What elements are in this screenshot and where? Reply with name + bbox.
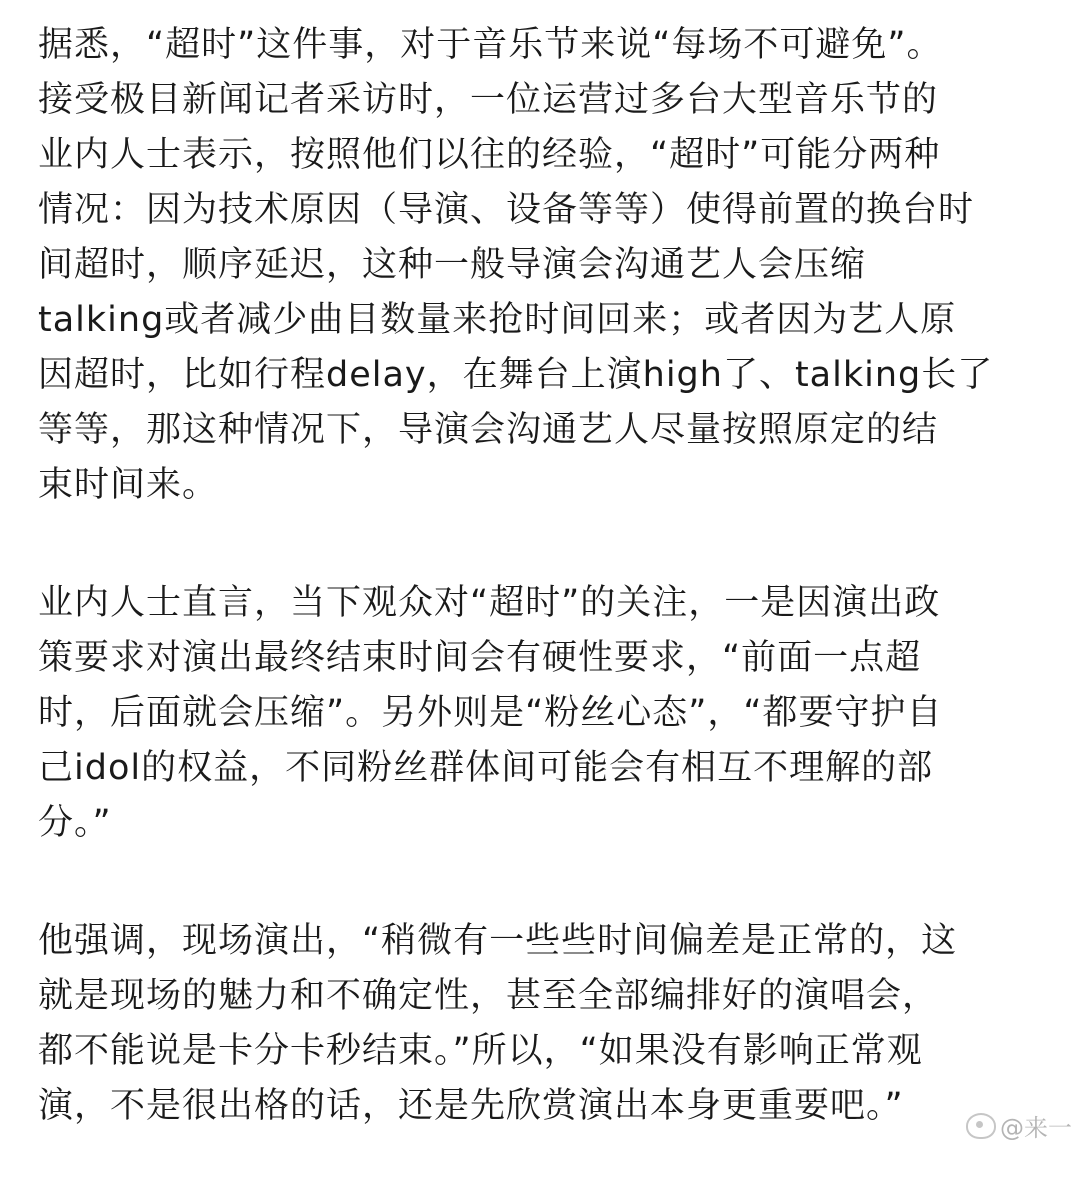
paragraph-3 xyxy=(38,914,1048,1134)
text-line: 等等，那这种情况下，导演会沟通艺人尽量按照原定的结 xyxy=(38,410,939,450)
text-line: 时，后面就会压缩”。另外则是“粉丝心态”，“都要守护自 xyxy=(38,693,943,733)
text-line: 情况：因为技术原因（导演、设备等等）使得前置的换台时 xyxy=(38,190,975,230)
text-line: 演，不是很出格的话，还是先欣赏演出本身更重要吧。” xyxy=(38,1086,904,1126)
text-line: talking或者减少曲目数量来抢时间回来；或者因为艺人原 xyxy=(38,300,957,340)
text-line: 策要求对演出最终结束时间会有硬性要求，“前面一点超 xyxy=(38,638,922,678)
paragraph-1 xyxy=(38,18,1048,513)
watermark-text: @来一 xyxy=(1000,1114,1072,1142)
article-body xyxy=(38,18,1048,1197)
text-line: 接受极目新闻记者采访时，一位运营过多台大型音乐节的 xyxy=(38,80,939,120)
text-line: 己idol的权益，不同粉丝群体间可能会有相互不理解的部 xyxy=(38,748,934,788)
paragraph-2 xyxy=(38,576,1048,851)
text-line: 分。” xyxy=(38,803,112,843)
text-line: 他强调，现场演出，“稍微有一些些时间偏差是正常的，这 xyxy=(38,921,958,961)
text-line: 束时间来。 xyxy=(38,465,219,505)
text-line: 都不能说是卡分卡秒结束。”所以，“如果没有影响正常观 xyxy=(38,1031,923,1071)
text-line: 因超时，比如行程delay，在舞台上演high了、talking长了 xyxy=(38,355,994,395)
weibo-logo-icon xyxy=(966,1113,996,1139)
text-line: 业内人士直言，当下观众对“超时”的关注，一是因演出政 xyxy=(38,583,941,623)
text-line: 业内人士表示，按照他们以往的经验，“超时”可能分两种 xyxy=(38,135,941,175)
text-line: 就是现场的魅力和不确定性，甚至全部编排好的演唱会， xyxy=(38,976,939,1016)
weibo-watermark xyxy=(966,1108,1072,1143)
text-line: 间超时，顺序延迟，这种一般导演会沟通艺人会压缩 xyxy=(38,245,867,285)
text-line: 据悉，“超时”这件事，对于音乐节来说“每场不可避免”。 xyxy=(38,25,943,65)
